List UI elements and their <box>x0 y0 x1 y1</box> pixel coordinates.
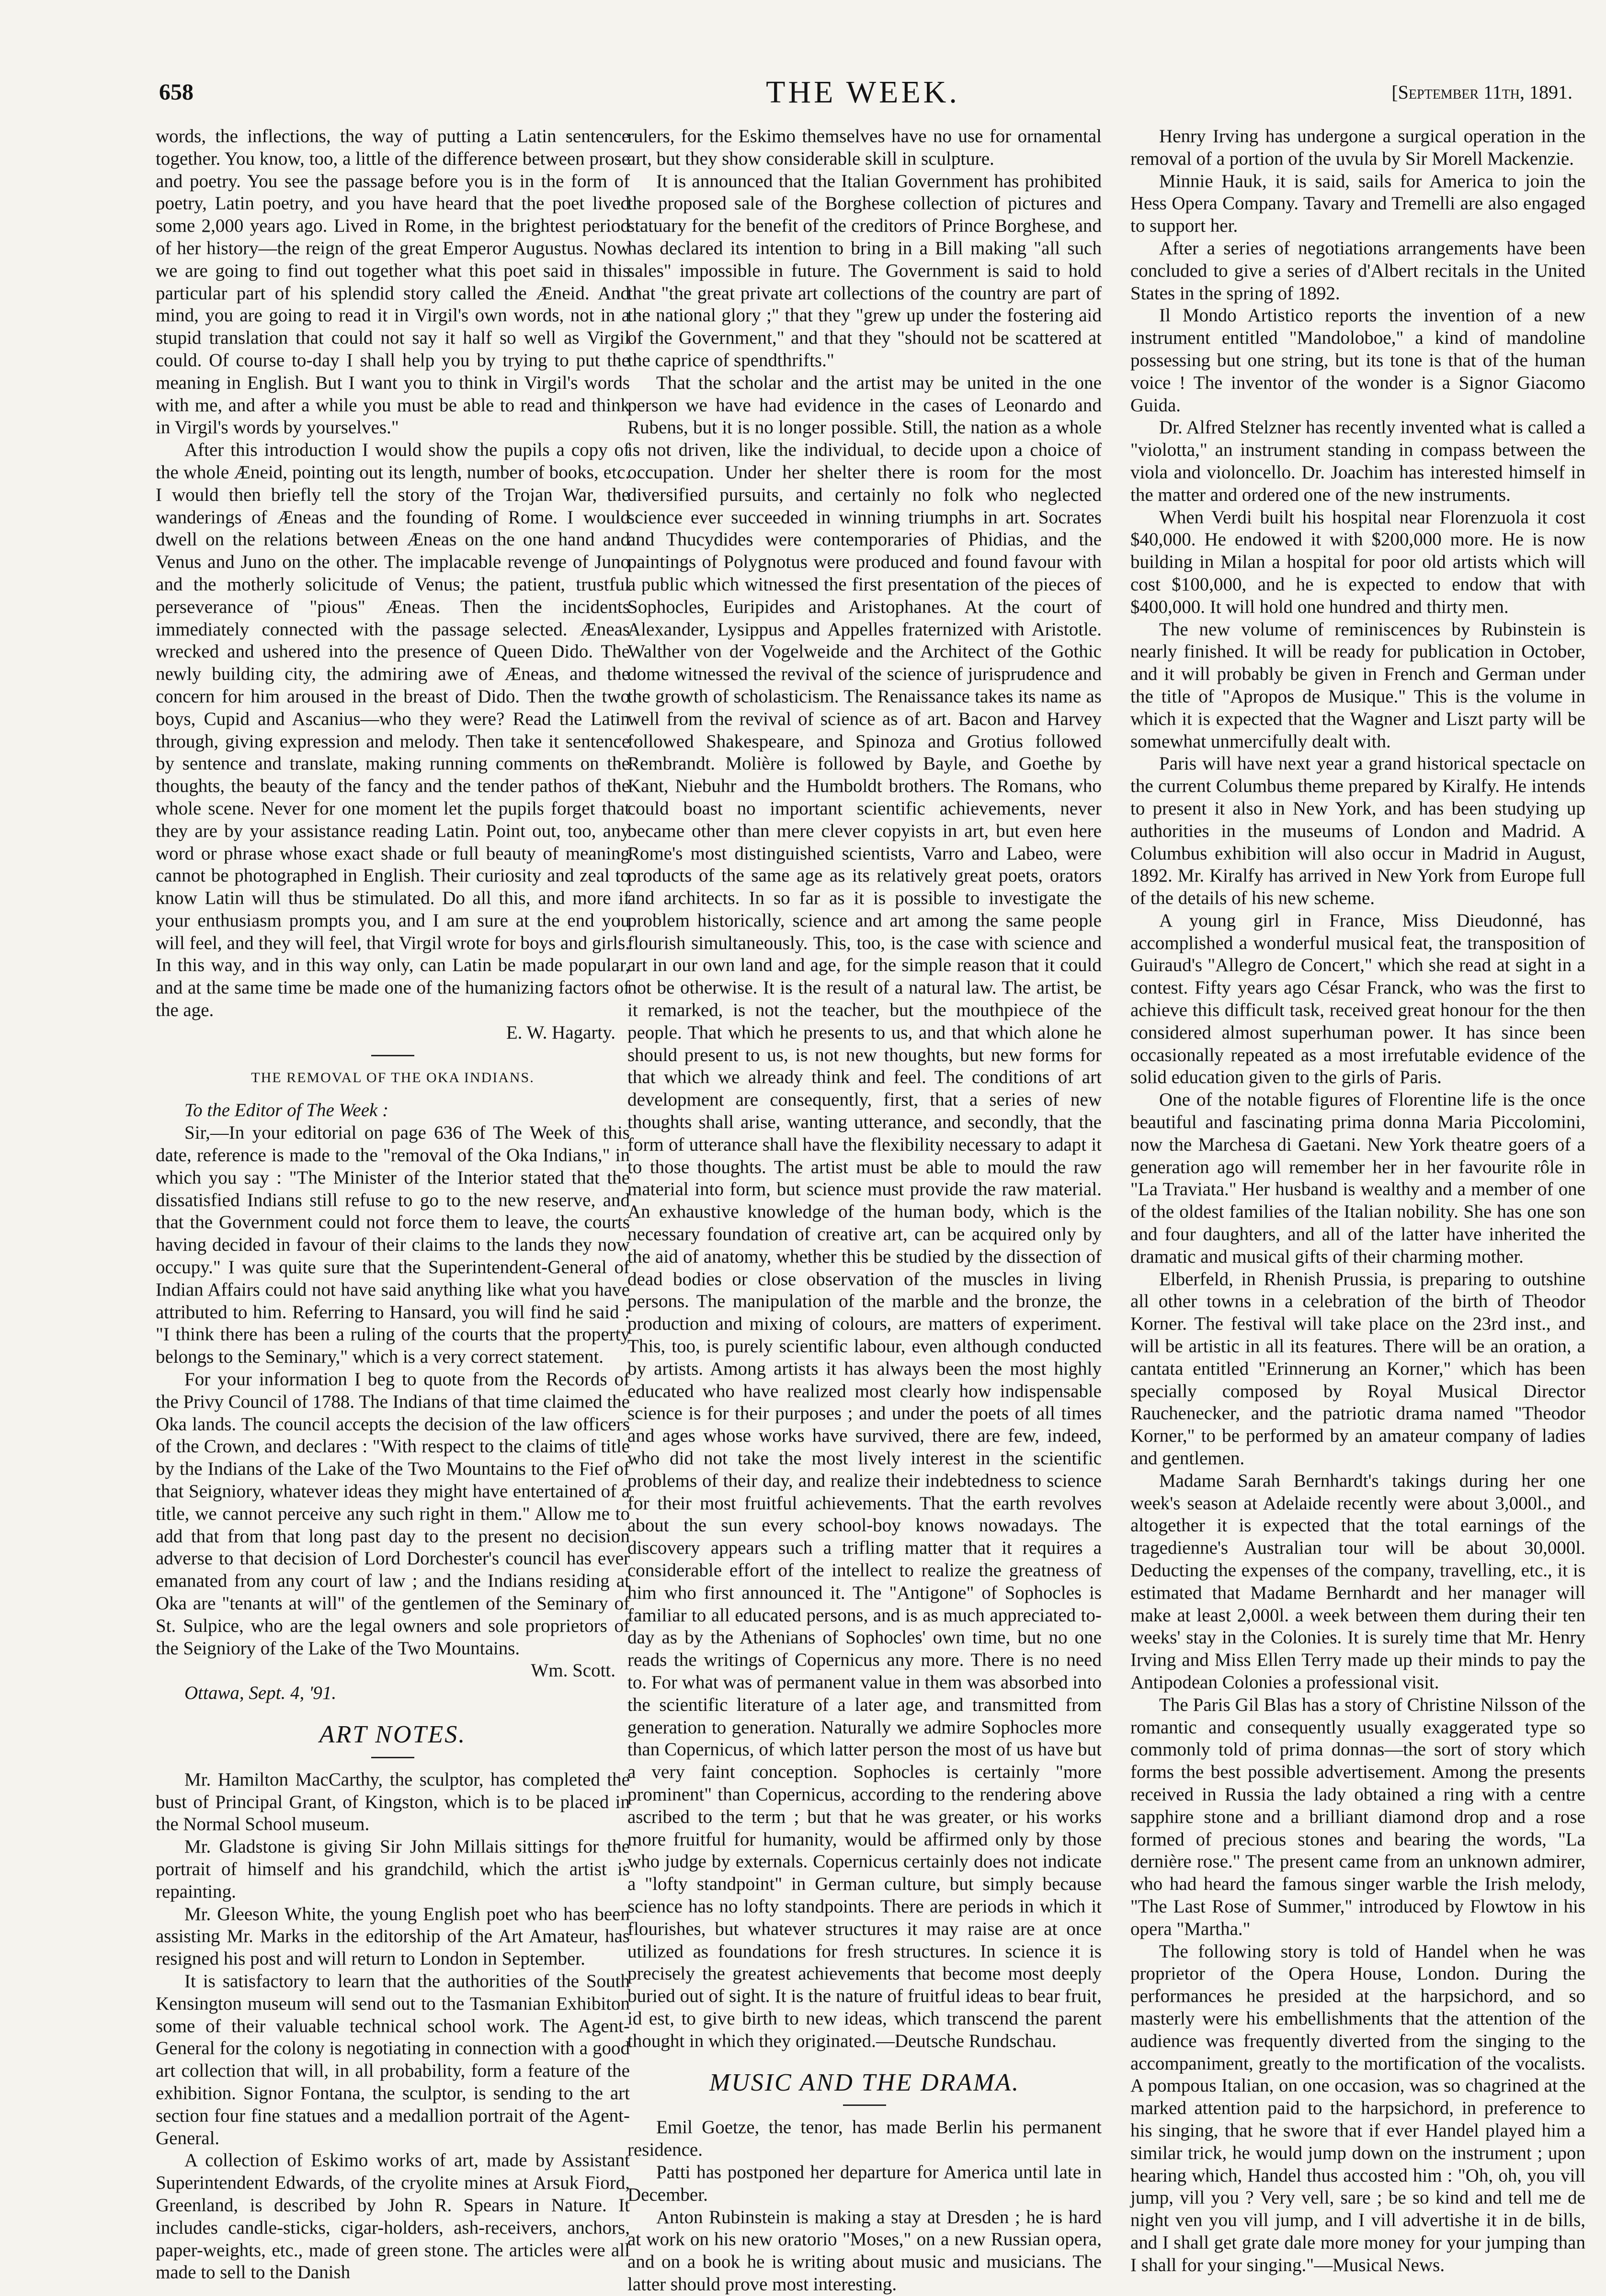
music-drama-heading: MUSIC AND THE DRAMA. <box>709 2069 1020 2096</box>
column-2 <box>627 125 1102 2296</box>
masthead-title: THE WEEK. <box>766 75 960 110</box>
music-note-hauk: Minnie Hauk, it is said, sails for America to join the Hess Opera Company. Tavary and Tremelli are also engaged to support her. <box>1130 170 1585 237</box>
borghese-paragraph: It is announced that the Italian Government has prohibited the proposed sale of the Borghese collection of pictures and statuary for the benefit of the creditors of Prince Borghese, and has declared its intention to bring in a Bill making "all such sales" impossible in future. The Government is said to hold that "the great private art collections of the country are part of the national glory ;" that they "grew up under the fostering aid of the Government," and that they "should not be scattered at the caprice of spendthrifts." <box>627 170 1102 371</box>
art-notes-heading: ART NOTES. <box>319 1720 467 1748</box>
letter-dateline: Ottawa, Sept. 4, '91. <box>184 1683 337 1704</box>
music-note-3: Anton Rubinstein is making a stay at Dresden ; he is hard at work on his new oratorio "Moses," on a new Russian opera, and on a book he is writing about music and musicians. The latter should prove most interesting. <box>627 2206 1102 2295</box>
music-note-nilsson: The Paris Gil Blas has a story of Christine Nilsson of the romantic and consequently usually exaggerated type so commonly told of prima donnas—the sort of story which forms the best possible advertisement. Among the presents received in Russia the lady obtained a ring with a centre sapphire stone and a brilliant diamond drop and a rose formed of precious stones and bearing the words, "La dernière rose." The present came from an unknown admirer, who had heard the famous singer warble the Irish melody, "The Last Rose of Summer," introduced by Flowtow in his opera "Martha." <box>1130 1694 1585 1939</box>
music-note-rubinstein: The new volume of reminiscences by Rubinstein is nearly finished. It will be ready for publication in October, and it will probably be given in French and German under the title of "Apropos de Musique." This is the volume in which it is expected that the Wagner and Liszt party will be somewhat unmercifully dealt with. <box>1130 619 1585 752</box>
virgil-paragraph-1: words, the inflections, the way of putting a Latin sentence together. You know, too, a little of the difference between prose and poetry. You see the passage before you is in the form of poetry, Latin poetry, and you have heard that the poet lived some 2,000 years ago. Lived in Rome, in the brightest period of her history—the reign of the great Emperor Augustus. Now we are going to find out together what this poet said in this particular part of his splendid story called the Æneid. And mind, you are going to read it in Virgil's own words, not in a stupid translation that could not say it half so well as Virgil could. Of course to-day I shall help you by trying to put the meaning in English. But I want you to think in Virgil's words with me, and after a while you must be able to read and think in Virgil's words by yourselves." <box>156 126 630 438</box>
issue-date: [September 11th, 1891. <box>1391 81 1572 103</box>
music-note-dalbert: After a series of negotiations arrangements have been concluded to give a series of d'Albert recitals in the United States in the spring of 1892. <box>1130 238 1585 304</box>
art-note-4: It is satisfactory to learn that the authorities of the South Kensington museum will send out to the Tasmanian Exhibiton some of their valuable technical school work. The Agent-General for the colony is negotiating in connection with a good art collection that will, in all probability, form a feature of the exhibition. Signor Fontana, the sculptor, is sending to the art section four fine statues and a medallion portrait of the Agent-General. <box>156 1970 630 2149</box>
section-divider <box>843 2104 886 2106</box>
science-art-paragraph: That the scholar and the artist may be united in the one person we have had evidence in the cases of Leonardo and Rubens, but it is no longer possible. Still, the nation as a whole is not driven, like the individual, to decide upon a choice of occupation. Under her shelter there is room for the most diversified pursuits, and certainly no folk who neglected science ever succeeded in winning triumphs in art. Socrates and Thucydides were contemporaries of Phidias, and the paintings of Polygnotus were produced and found favour with a public which witnessed the first presentation of the pieces of Sophocles, Euripides and Aristophanes. At the court of Alexander, Lysippus and Appelles fraternized with Aristotle. Walther von der Vogelweide and the Architect of the Gothic dome witnessed the revival of the science of jurisprudence and the growth of scholasticism. The Renaissance takes its name as well from the revival of science as of art. Bacon and Harvey followed Shakespeare, and Spinoza and Grotius followed Rembrandt. Molière is followed by Bayle, and Goethe by Kant, Niebuhr and the Humboldt brothers. The Romans, who could boast no important scientific achievements, never became other than mere clever copyists in art, but even here Rome's most distinguished scientists, Varro and Labeo, were products of the same age as its relatively great poets, orators and architects. In so far as it is possible to investigate the problem historically, science and art among the same people flourish simultaneously. This, too, is the case with science and art in our own land and age, for the simple reason that it could not be otherwise. It is the result of a natural law. The artist, be it remarked, is not the teacher, but the mouthpiece of the people. That which he presents to us, and that which alone he should present to us, is not new thoughts, but new forms for that which we already think and feel. The conditions of art development are consequently, first, that a series of new thoughts shall arise, wanting utterance, and secondly, that the form of utterance shall have the flexibility necessary to adapt it to those thoughts. The artist must be able to mould the raw material into form, but science must provide the raw material. An exhaustive knowledge of the human body, which is the necessary foundation of creative art, can be acquired only by the aid of anatomy, whether this be studied by the dissection of dead bodies or close observation of the muscles in living persons. The manipulation of the marble and the bronze, the production and mixing of colours, are matters of experiment. This, too, is purely scientific labour, even although conducted by artists. Among artists it has always been the most highly educated who have realized most clearly how indispensable science is for their purposes ; and under the poets of all times and ages whose works have survived, there are few, indeed, who did not take the most lively interest in the scientific problems of their day, and realize their indebtedness to science for their most fruitful achievements. That the earth revolves about the sun every school-boy knows nowadays. The discovery appears such a trifling matter that it requires a considerable effort of the intellect to realize the greatness of him who first announced it. The "Antigone" of Sophocles is familiar to all educated persons, and is as much appreciated to-day as by the Athenians of Sophocles' own time, but no one reads the writings of Copernicus any more. There is no need to. For what was of permanent value in them was absorbed into the scientific literature of a later age, and transmitted from generation to generation. Naturally we admire Sophocles more than Copernicus, of which latter person the most of us have but a very faint conception. Sophocles is certainly "more prominent" than Copernicus, according to the rendering above ascribed to the term ; but that he was greater, or his works more fruitful for humanity, would be affirmed only by those who judge by externals. Copernicus certainly does not indicate a "lofty standpoint" in German culture, but simply because science has no lofty standpoints. There are periods in which it flourishes, but whatever structures it may raise are at once utilized as foundations for fresh structures. In science it is precisely the greatest achievements that become most deeply buried out of sight. It is the nature of fruitful ideas to bear fruit, id est, to give birth to new ideas, which transcend the parent thought in which they originated.—Deutsche Rundschau. <box>627 372 1102 2051</box>
music-note-verdi: When Verdi built his hospital near Florenzuola it cost $40,000. He endowed it with $200,000 more. He is now building in Milan a hospital for poor old artists which will cost $100,000, and he is expected to endow that with $400,000. It will hold one hundred and thirty men. <box>1130 507 1585 617</box>
section-divider <box>371 1757 414 1758</box>
section-divider <box>371 1055 414 1056</box>
letter-salutation: To the Editor of The Week : <box>184 1100 389 1121</box>
page-number: 658 <box>159 79 194 105</box>
virgil-paragraph-2: After this introduction I would show the pupils a copy of the whole Æneid, pointing out its length, number of books, etc. I would then briefly tell the story of the Trojan War, the wanderings of Æneas and the founding of Rome. I would dwell on the relations between Æneas on the one hand and Venus and Juno on the other. The implacable revenge of Juno and the motherly solicitude of Venus; the patient, trustful perseverance of "pious" Æneas. Then the incidents immediately connected with the passage selected. Æneas wrecked and ushered into the presence of Queen Dido. The newly building city, the admiring awe of Æneas, and the concern for him aroused in the breast of Dido. Then the two boys, Cupid and Ascanius—who they were? Read the Latin through, giving expression and melody. Then take it sentence by sentence and translate, making running comments on the thoughts, the beauty of the fancy and the tender pathos of the whole scene. Never for one moment let the pupils forget that they are by your assistance reading Latin. Point out, too, any word or phrase whose exact shade or full beauty of meaning cannot be photographed in English. Their curiosity and zeal to know Latin will thus be stimulated. Do all this, and more if your enthusiasm prompts you, and I am sure at the end you will feel, and they will feel, that Virgil wrote for boys and girls. In this way, and in this way only, can Latin be made popular, and at the same time be made one of the humanizing factors of the age. <box>156 440 630 1021</box>
music-note-handel: The following story is told of Handel when he was proprietor of the Opera House, London. During the performances he presided at the harpsichord, and so masterly were his embellishments that the attention of the audience was frequently diverted from the singing to the accompaniment, greatly to the mortification of the vocalists. A pompous Italian, on one occasion, was so chagrined at the marked attention paid to the harpsichord, in preference to his singing, that he swore that if ever Handel played him a similar trick, he would jump down on the instrument ; upon hearing which, Handel thus accosted him : "Oh, oh, you vill jump, vill you ? Very vell, sare ; be so kind and tell me de night ven you vill jump, and I vill advertishe it in de bills, and I shall get grate dale more money for your jumping than I shall for your singing."—Musical News. <box>1130 1941 1585 2275</box>
music-note-kiralfy: Paris will have next year a grand historical spectacle on the current Columbus theme prepared by Kiralfy. He intends to present it also in New York, and has been studying up authorities in the museums of London and Madrid. A Columbus exhibition will also occur in Madrid in August, 1892. Mr. Kiralfy has arrived in New York from Europe full of the details of his new scheme. <box>1130 753 1585 909</box>
music-note-elberfeld: Elberfeld, in Rhenish Prussia, is preparing to outshine all other towns in a celebration of the birth of Theodor Korner. The festival will take place on the 23rd inst., and will be artistic in all its features. There will be an oration, a cantata entitled "Erinnerung an Korner," which has been specially composed by Royal Musical Director Rauchenecker, and the patriotic drama named "Theodor Korner," to be performed by an amateur company of ladies and gentlemen. <box>1130 1268 1585 1469</box>
music-note-piccolomini: One of the notable figures of Florentine life is the once beautiful and fascinating prima donna Maria Piccolomini, now the Marchesa di Gaetani. New York theatre goers of a generation ago will remember her in her favourite rôle in "La Traviata." Her husband is wealthy and a member of one of the oldest families of the Italian nobility. She has one son and four daughters, and all of the latter have inherited the dramatic and musical gifts of their charming mother. <box>1130 1089 1585 1267</box>
oka-paragraph-1: Sir,—In your editorial on page 636 of The Week of this date, reference is made to the "removal of the Oka Indians," in which you say : "The Minister of the Interior stated that the dissatisfied Indians still refuse to go to the new reserve, and that the Government could not force them to leave, the courts having decided in favour of their claims to the lands they now occupy." I was quite sure that the Superintendent-General of Indian Affairs could not have said anything like what you have attributed to him. Referring to Hansard, you will find he said : "I think there has been a ruling of the courts that the property belongs to the Seminary," which is a very correct statement. <box>156 1122 630 1368</box>
music-note-2: Patti has postponed her departure for America until late in December. <box>627 2161 1102 2205</box>
art-note-3: Mr. Gleeson White, the young English poet who has been assisting Mr. Marks in the editorship of the Art Amateur, has resigned his post and will return to London in September. <box>156 1903 630 1969</box>
signature-hagarty: E. W. Hagarty. <box>506 1022 615 1043</box>
oka-article-title: THE REMOVAL OF THE OKA INDIANS. <box>251 1069 535 1086</box>
music-note-bernhardt: Madame Sarah Bernhardt's takings during her one week's season at Adelaide recently were about 3,000l., and altogether it is expected that the total earnings of the tragedienne's Australian tour will be about 30,000l. Deducting the expenses of the company, travelling, etc., it is estimated that Madame Bernhardt and her manager will make at least 2,000l. a week between them during their ten weeks' stay in the Colonies. It is surely time that Mr. Henry Irving and Miss Ellen Terry made up their minds to pay the Antipodean Colonies a professional visit. <box>1130 1470 1585 1693</box>
art-note-continued: rulers, for the Eskimo themselves have no use for ornamental art, but they show considerable skill in sculpture. <box>627 126 1102 169</box>
music-note-dieudonne: A young girl in France, Miss Dieudonné, has accomplished a wonderful musical feat, the transposition of Guiraud's "Allegro de Concert," which she read at sight in a contest. Fifty years ago César Franck, who was the first to achieve this difficult task, received great honour for the then considered almost superhuman power. It has since been occasionally repeated as a most irrefutable evidence of the solid education given to the girls of Paris. <box>1130 910 1585 1088</box>
column-3 <box>1130 125 1585 2277</box>
music-note-irving: Henry Irving has undergone a surgical operation in the removal of a portion of the uvula by Sir Morell Mackenzie. <box>1130 126 1585 169</box>
music-note-mandoloboe: Il Mondo Artistico reports the invention of a new instrument entitled "Mandoloboe," a kind of mandoline possessing but one string, but its tone is that of the human voice ! The inventor of the wonder is a Signor Giacomo Guida. <box>1130 305 1585 416</box>
page-header <box>153 74 1572 117</box>
art-note-1: Mr. Hamilton MacCarthy, the sculptor, has completed the bust of Principal Grant, of Kingston, which is to be placed in the Normal School museum. <box>156 1769 630 1835</box>
oka-paragraph-2: For your information I beg to quote from the Records of the Privy Council of 1788. The Indians of that time claimed the Oka lands. The council accepts the decision of the law officers of the Crown, and declares : "With respect to the claims of title by the Indians of the Lake of the Two Mountains to the Fief of that Seigniory, whatever ideas they might have entertained of a title, we cannot perceive any such right in them." Allow me to add that from that long past day to the present no decision adverse to that decision of Lord Dorchester's council has ever emanated from any court of law ; and the Indians residing at Oka are "tenants at will" of the gentlemen of the Seminary of St. Sulpice, who are the legal owners and sole proprietors of the Seigniory of the Lake of the Two Mountains. <box>156 1369 630 1659</box>
music-note-1: Emil Goetze, the tenor, has made Berlin his permanent residence. <box>627 2117 1102 2160</box>
music-note-violotta: Dr. Alfred Stelzner has recently invented what is called a "violotta," an instrument standing in compass between the viola and violoncello. Dr. Joachim has interested himself in the matter and ordered one of the new instruments. <box>1130 417 1585 505</box>
column-1 <box>156 125 630 2284</box>
art-note-5: A collection of Eskimo works of art, made by Assistant Superintendent Edwards, of the cryolite mines at Arsuk Fiord, Greenland, is described by John R. Spears in Nature. It includes candle-sticks, cigar-holders, ash-receivers, anchors, paper-weights, etc., made of green stone. The articles were all made to sell to the Danish <box>156 2150 630 2283</box>
signature-scott: Wm. Scott. <box>531 1660 615 1681</box>
art-note-2: Mr. Gladstone is giving Sir John Millais sittings for the portrait of himself and his grandchild, which the artist is repainting. <box>156 1836 630 1902</box>
